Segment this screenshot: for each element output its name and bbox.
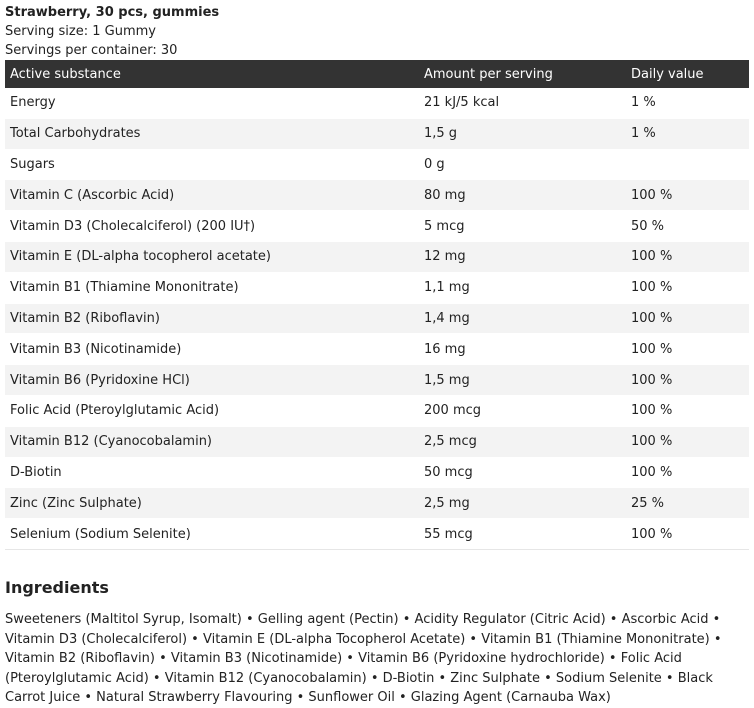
header-active-substance: Active substance [5,60,419,88]
serving-size: Serving size: 1 Gummy [5,24,156,39]
daily-value-cell: 100 % [626,395,749,426]
daily-value-cell: 100 % [626,365,749,396]
daily-value-cell [626,149,749,180]
amount-cell: 50 mcg [419,457,626,488]
table-row [5,519,749,550]
table-row [5,488,749,519]
table-row [5,272,749,303]
amount-cell: 12 mg [419,241,626,272]
header-amount-per-serving: Amount per serving [419,60,626,88]
substance-cell: Vitamin B12 (Cyanocobalamin) [5,426,419,457]
daily-value-cell: 1 % [626,118,749,149]
daily-value-cell: 50 % [626,211,749,242]
table-row [5,334,749,365]
amount-cell: 200 mcg [419,395,626,426]
amount-cell: 80 mg [419,180,626,211]
amount-cell: 5 mcg [419,211,626,242]
substance-cell: Vitamin E (DL-alpha tocopherol acetate) [5,241,419,272]
substance-cell: Vitamin B3 (Nicotinamide) [5,334,419,365]
substance-cell: Vitamin C (Ascorbic Acid) [5,180,419,211]
servings-per-container: Servings per container: 30 [5,43,178,58]
table-row [5,303,749,334]
daily-value-cell: 1 % [626,88,749,118]
amount-cell: 21 kJ/5 kcal [419,88,626,118]
table-row [5,180,749,211]
substance-cell: Energy [5,88,419,118]
amount-cell: 1,5 mg [419,365,626,396]
daily-value-cell: 100 % [626,303,749,334]
daily-value-cell: 25 % [626,488,749,519]
table-row [5,211,749,242]
daily-value-cell: 100 % [626,426,749,457]
substance-cell: Vitamin B6 (Pyridoxine HCl) [5,365,419,396]
daily-value-cell: 100 % [626,272,749,303]
daily-value-cell: 100 % [626,334,749,365]
table-row [5,395,749,426]
header-row [5,60,749,88]
nutrition-table-header [5,60,749,88]
daily-value-cell: 100 % [626,457,749,488]
substance-cell: Sugars [5,149,419,180]
daily-value-cell: 100 % [626,241,749,272]
table-row [5,426,749,457]
table-row [5,88,749,118]
product-info [5,3,750,60]
amount-cell: 16 mg [419,334,626,365]
ingredients-text: Sweeteners (Maltitol Syrup, Isomalt) • Gelling agent (Pectin) • Acidity Regulator (Citric Acid) • Ascorbic Acid • Vitamin D3 (Cholecalciferol) • Vitamin E (DL-alpha Tocopherol Acetate) • Vitamin B1 (Thiamine Mononitrate) • Vitamin B2 (Riboflavin) • Vitamin B3 (Nicotinamide) • Vitamin B6 (Pyridoxine hydrochloride) • Folic Acid (Pteroylglutamic Acid) • Vitamin B12 (Cyanocobalamin) • D-Biotin • Zinc Sulphate • Sodium Selenite • Black Carrot Juice • Natural Strawberry Flavouring • Sunflower Oil • Glazing Agent (Carnauba Wax) [5,612,722,706]
substance-cell: Vitamin B1 (Thiamine Mononitrate) [5,272,419,303]
substance-cell: Zinc (Zinc Sulphate) [5,488,419,519]
nutrition-table [5,60,749,550]
ingredients-heading: Ingredients [5,578,109,597]
amount-cell: 2,5 mcg [419,426,626,457]
table-row [5,241,749,272]
substance-cell: Selenium (Sodium Selenite) [5,519,419,550]
daily-value-cell: 100 % [626,180,749,211]
table-row [5,149,749,180]
amount-cell: 55 mcg [419,519,626,550]
product-title: Strawberry, 30 pcs, gummies [5,5,220,20]
substance-cell: Vitamin B2 (Riboflavin) [5,303,419,334]
amount-cell: 1,1 mg [419,272,626,303]
nutrition-table-body [5,88,749,549]
table-row [5,118,749,149]
table-row [5,457,749,488]
amount-cell: 1,5 g [419,118,626,149]
amount-cell: 1,4 mg [419,303,626,334]
amount-cell: 0 g [419,149,626,180]
substance-cell: Vitamin D3 (Cholecalciferol) (200 IU†) [5,211,419,242]
header-daily-value: Daily value [626,60,749,88]
daily-value-cell: 100 % [626,519,749,550]
substance-cell: Folic Acid (Pteroylglutamic Acid) [5,395,419,426]
substance-cell: D-Biotin [5,457,419,488]
table-row [5,365,749,396]
substance-cell: Total Carbohydrates [5,118,419,149]
amount-cell: 2,5 mg [419,488,626,519]
